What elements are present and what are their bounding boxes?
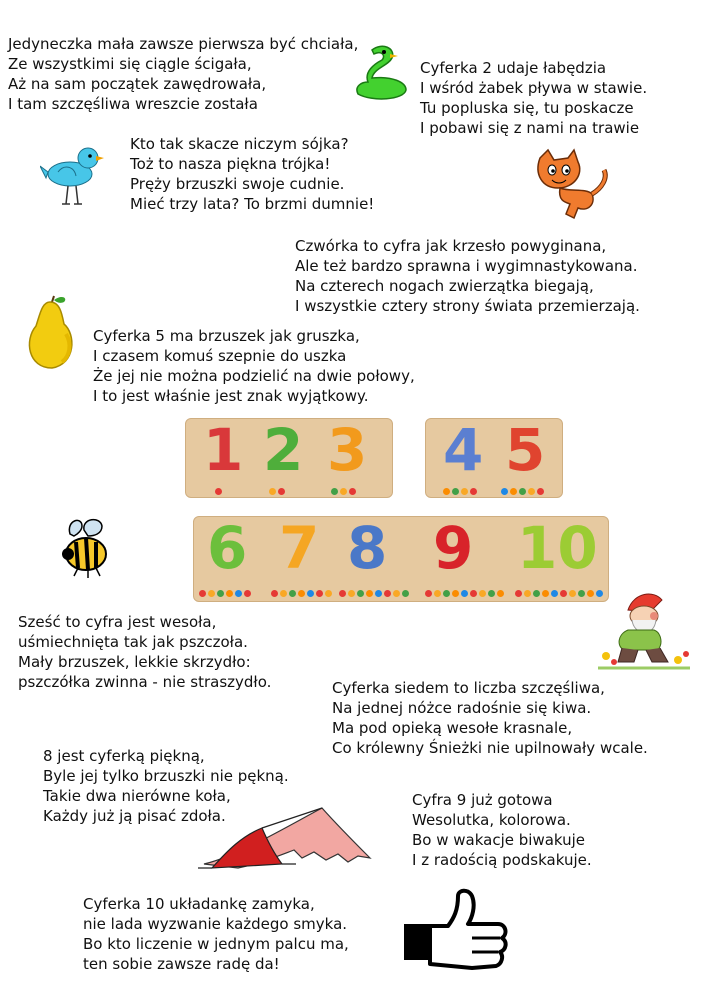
dwarf-icon <box>598 590 690 672</box>
puzzle-digit: 10 <box>517 514 598 582</box>
poem-line: Sześć to cyfra jest wesoła, <box>18 613 217 631</box>
puzzle-digit: 5 <box>505 416 546 484</box>
cat-icon <box>530 148 610 222</box>
puzzle-digit: 2 <box>263 416 304 484</box>
poem-line: Bo kto liczenie w jednym palcu ma, <box>83 935 349 953</box>
poem-line: Czwórka to cyfra jak krzesło powyginana, <box>295 237 607 255</box>
poem-line: Jedyneczka mała zawsze pierwsza być chciała, <box>8 35 359 53</box>
puzzle-digit: 3 <box>327 416 368 484</box>
poem-line: I to jest właśnie jest znak wyjątkowy. <box>93 387 369 405</box>
thumbs-up-icon <box>402 888 512 972</box>
poem-line: Cyferka 10 układankę zamyka, <box>83 895 315 913</box>
poem-line: I czasem komuś szepnie do uszka <box>93 347 347 365</box>
tent-icon <box>198 806 378 872</box>
puzzle-digit: 6 <box>207 514 248 582</box>
poem-line: Cyferka 5 ma brzuszek jak gruszka, <box>93 327 360 345</box>
poem-number-two <box>420 58 647 138</box>
poem-line: Cyferka 2 udaje łabędzia <box>420 59 607 77</box>
poem-line: Mieć trzy lata? To brzmi dumnie! <box>130 195 375 213</box>
poem-line: Aż na sam początek zawędrowała, <box>8 75 267 93</box>
poem-number-five <box>93 326 415 406</box>
counting-dots <box>199 582 253 590</box>
poem-line: uśmiechnięta tak jak pszczoła. <box>18 633 248 651</box>
counting-dots <box>425 582 506 590</box>
poem-line: Że jej nie można podzielić na dwie połowy, <box>93 367 415 385</box>
poem-line: Każdy już ją pisać zdoła. <box>43 807 226 825</box>
poem-line: Na jednej nóżce radośnie się kiwa. <box>332 699 592 717</box>
counting-dots <box>443 480 479 488</box>
poem-line: Ze wszystkimi się ciągle ścigała, <box>8 55 252 73</box>
poem-line: Ma pod opieką wesołe krasnale, <box>332 719 573 737</box>
poem-line: pszczółka zwinna - nie straszydło. <box>18 673 272 691</box>
poem-line: Ale też bardzo sprawna i wygimnastykowana. <box>295 257 638 275</box>
counting-dots <box>501 480 546 488</box>
poem-line: ten sobie zawsze radę da! <box>83 955 280 973</box>
poem-line: Toż to nasza piękna trójka! <box>130 155 331 173</box>
poem-line: nie lada wyzwanie każdego smyka. <box>83 915 348 933</box>
puzzle-digit: 4 <box>443 416 484 484</box>
poem-line: I z radością podskakuje. <box>412 851 592 869</box>
poem-line: Wesolutka, kolorowa. <box>412 811 571 829</box>
counting-dots <box>331 480 358 488</box>
poem-line: Co królewny Śnieżki nie upilnowały wcale. <box>332 739 648 757</box>
poem-line: Bo w wakacje biwakuje <box>412 831 586 849</box>
poem-line: Pręży brzuszki swoje cudnie. <box>130 175 345 193</box>
poem-number-four <box>295 236 640 316</box>
poem-line: Takie dwa nierówne koła, <box>43 787 231 805</box>
puzzle-digit: 9 <box>433 514 474 582</box>
poem-number-nine <box>412 790 592 870</box>
puzzle-digit: 7 <box>279 514 320 582</box>
puzzle-digit: 8 <box>347 514 388 582</box>
poem-line: Byle jej tylko brzuszki nie pękną. <box>43 767 289 785</box>
pear-icon <box>22 294 80 370</box>
poem-number-one <box>8 34 358 114</box>
poem-line: Cyferka siedem to liczba szczęśliwa, <box>332 679 605 697</box>
poem-line: Na czterech nogach zwierzątka biegają, <box>295 277 594 295</box>
poem-line: I wśród żabek pływa w stawie. <box>420 79 648 97</box>
poem-number-seven <box>332 678 648 758</box>
number-puzzle-image <box>185 410 615 605</box>
counting-dots <box>339 582 411 590</box>
counting-dots <box>215 480 224 488</box>
counting-dots <box>271 582 334 590</box>
poem-line: Mały brzuszek, lekkie skrzydło: <box>18 653 251 671</box>
poem-number-six <box>18 612 271 692</box>
poem-line: 8 jest cyferką piękną, <box>43 747 205 765</box>
counting-dots <box>269 480 287 488</box>
poem-line: Kto tak skacze niczym sójka? <box>130 135 349 153</box>
poem-line: I wszystkie cztery strony świata przemierzają. <box>295 297 640 315</box>
counting-dots <box>515 582 605 590</box>
puzzle-digit: 1 <box>203 416 244 484</box>
swan-icon <box>352 42 410 104</box>
poem-line: Tu popluska się, tu poskacze <box>420 99 634 117</box>
poem-number-three <box>130 134 374 214</box>
poem-line: I pobawi się z nami na trawie <box>420 119 640 137</box>
bee-icon <box>60 516 116 578</box>
poem-number-ten <box>83 894 349 974</box>
poem-line: Cyfra 9 już gotowa <box>412 791 553 809</box>
bird-icon <box>40 142 104 212</box>
poem-line: I tam szczęśliwa wreszcie została <box>8 95 258 113</box>
